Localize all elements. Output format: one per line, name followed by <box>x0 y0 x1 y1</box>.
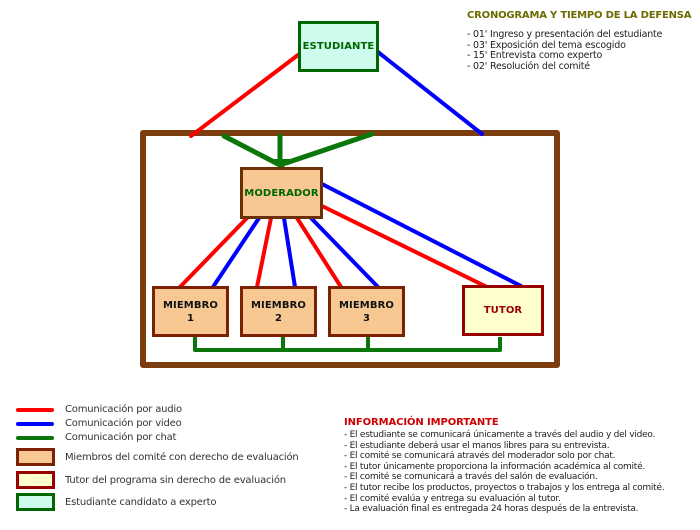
cronograma-item: - 03' Exposición del tema escogido <box>467 39 626 51</box>
chat-line-right-moderador <box>286 134 372 163</box>
cronograma-title: CRONOGRAMA Y TIEMPO DE LA DEFENSA <box>467 10 692 21</box>
node-miembro-2-number: 2 <box>274 312 283 324</box>
legend-label-tutor: Tutor del programa sin derecho de evaluación <box>65 474 286 486</box>
informacion-item: - El comité se comunicará através del moderador solo por chat. <box>344 451 616 462</box>
audio-lines <box>180 55 489 288</box>
node-miembro-3-label: MIEMBRO <box>339 299 394 311</box>
legend-row-student <box>16 493 216 511</box>
informacion-item: - El tutor únicamente proporciona la información académica al comité. <box>344 461 645 472</box>
informacion-item: - El estudiante deberá usar el manos libres para su entrevista. <box>344 440 610 451</box>
node-miembro-2 <box>240 286 317 337</box>
informacion-item: - El tutor recibe los productos, proyectos o trabajos y los entrega al comité. <box>344 482 665 493</box>
cronograma-list <box>467 30 691 72</box>
audio-line-estudiante-room <box>191 55 298 136</box>
legend-label-audio: Comunicación por audio <box>65 404 182 415</box>
legend-row-tutor <box>16 471 286 489</box>
informacion-item: - El estudiante se comunicará únicamente a través del audio y del video. <box>344 430 656 440</box>
informacion-item: - El comité evalúa y entrega su evaluación al tutor. <box>344 493 561 504</box>
node-miembro-1-label: MIEMBRO <box>163 299 218 311</box>
legend-label-committee: Miembros del comité con derecho de evaluación <box>65 451 299 463</box>
legend-row-video <box>16 418 182 429</box>
informacion-title: INFORMACIÓN IMPORTANTE <box>344 417 499 428</box>
informacion-list <box>344 430 700 515</box>
node-miembro-1 <box>152 286 229 337</box>
cronograma-item: - 15' Entrevista como experto <box>467 50 603 62</box>
legend-row-chat <box>16 432 176 443</box>
informacion-section <box>344 417 700 515</box>
informacion-item: - El comité se comunicará a través del salón de evaluación. <box>344 472 598 483</box>
chat-arrow-lines <box>224 134 372 164</box>
tutor-box-swatch-icon <box>16 471 55 489</box>
audio-line-moderador-miembro2 <box>257 218 271 287</box>
node-estudiante-label: ESTUDIANTE <box>302 41 375 52</box>
legend-label-student: Estudiante candidato a experto <box>65 496 217 508</box>
video-line-swatch-icon <box>16 422 54 426</box>
cronograma-section <box>467 10 691 72</box>
committee-box-swatch-icon <box>16 448 55 466</box>
legend-row-committee <box>16 448 299 466</box>
legend-row-audio <box>16 404 182 415</box>
node-miembro-1-number: 1 <box>186 312 195 324</box>
informacion-item: - La evaluación final es entregada 24 horas después de la entrevista. <box>344 504 639 515</box>
node-miembro-3-number: 3 <box>362 312 371 324</box>
legend-label-video: Comunicación por video <box>65 418 182 429</box>
node-tutor-label: TUTOR <box>483 305 523 316</box>
node-tutor <box>462 285 544 336</box>
chat-line-left-moderador <box>224 136 278 164</box>
cronograma-item: - 02' Resolución del comité <box>467 60 590 72</box>
node-moderador-label: MODERADOR <box>244 187 319 199</box>
chat-bus-lines <box>195 337 500 350</box>
legend-label-chat: Comunicación por chat <box>65 432 177 443</box>
node-moderador <box>240 167 323 219</box>
node-miembro-3 <box>328 286 405 337</box>
video-line-moderador-tutor <box>322 184 521 286</box>
chat-bus-path <box>195 337 500 350</box>
node-miembro-2-label: MIEMBRO <box>251 299 306 311</box>
chat-line-swatch-icon <box>16 436 54 440</box>
student-box-swatch-icon <box>16 493 55 511</box>
audio-line-swatch-icon <box>16 408 54 412</box>
audio-line-moderador-tutor <box>322 206 489 288</box>
video-line-moderador-miembro2 <box>284 218 295 287</box>
node-estudiante <box>298 21 379 72</box>
cronograma-item: - 01' Ingreso y presentación del estudiante <box>467 29 663 40</box>
